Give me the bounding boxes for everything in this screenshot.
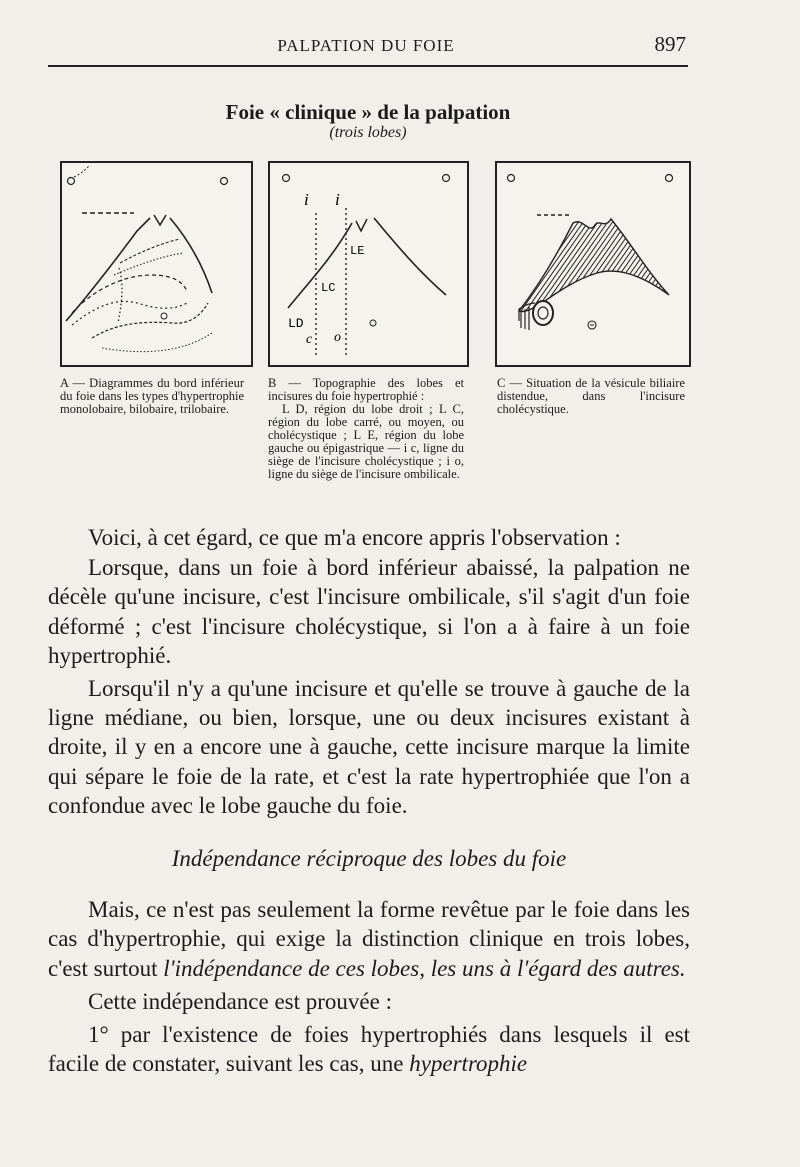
page-number: 897 [654, 32, 686, 56]
paragraph-5 [48, 1020, 690, 1078]
paragraph-3 [48, 895, 690, 983]
running-title: PALPATION DU FOIE [277, 36, 455, 55]
paragraph-4: Cette indépendance est prouvée : [88, 988, 392, 1014]
label-o: o [334, 330, 341, 345]
paragraph-5-emphasis: hypertrophie [409, 1051, 528, 1077]
caption-b-legend: L D, région du lobe droit ; L C, région du lobe carré, ou moyen, ou cholécystique ; L E, région du lobe gauche ou épigastrique — i c, ligne du siège de l'incisure cholécystique ; i o, ligne du siège de l'incisure ombilicale. [268, 402, 464, 481]
header-rule [48, 65, 688, 67]
figure-title: Foie « clinique » de la palpation [225, 100, 511, 124]
liver-diagram-a [62, 163, 251, 365]
paragraph-3-text: Mais, ce n'est pas seulement la forme revêtue par le foie dans les cas d'hypertrophie, qui exige la distinction clinique en trois lobes, c'est surtout [48, 897, 690, 981]
paragraph-intro: Voici, à cet égard, ce que m'a encore appris l'observation : [88, 525, 621, 550]
section-heading: Indépendance réciproque des lobes du foie [171, 846, 567, 872]
figure-panel-b [268, 161, 469, 367]
liver-diagram-c [497, 163, 689, 365]
caption-b-title: B — Topographie des lobes et incisures du foie hypertrophié : [268, 376, 464, 403]
paragraph-2: Lorsqu'il n'y a qu'une incisure et qu'elle se trouve à gauche de la ligne médiane, ou bien, lorsque, une ou deux incisures existant à droite, il y en a encore une à gauche, cette incisure marque la limite qui sépare le foie de la rate, et c'est la rate hypertrophiée que l'on a confondue avec le lobe gauche du foie. [48, 676, 690, 818]
paragraph-3-emphasis: l'indépendance de ces lobes, les uns à l'égard des autres. [163, 955, 686, 981]
label-i-left: i [304, 190, 309, 209]
figure-panel-c [495, 161, 691, 367]
caption-b [268, 377, 464, 481]
label-i-right: i [335, 190, 340, 209]
label-ld: LD [288, 316, 304, 331]
label-le: LE [350, 244, 365, 258]
label-c: c [306, 332, 313, 347]
running-head [46, 30, 686, 60]
figure-subtitle: (trois lobes) [329, 124, 407, 141]
label-lc: LC [321, 281, 336, 295]
paragraph-1: Lorsque, dans un foie à bord inférieur abaissé, la palpation ne décèle qu'une incisure, c'est l'incisure ombilicale, s'il s'agit d'un foie déformé ; c'est l'incisure cholécystique, si l'on a à faire à un foie hypertrophié. [48, 555, 690, 668]
caption-a: A — Diagrammes du bord inférieur du foie dans les types d'hypertrophie monolobaire, bilobaire, trilobaire. [60, 376, 244, 416]
paragraph-5-text: 1° par l'existence de foies hypertrophiés dans lesquels il est facile de constater, suivant les cas, une [48, 1022, 690, 1077]
liver-diagram-b [270, 163, 467, 365]
caption-c: C — Situation de la vésicule biliaire distendue, dans l'incisure cholécystique. [497, 376, 685, 416]
body-text [48, 523, 690, 1078]
figure-panel-a [60, 161, 253, 367]
